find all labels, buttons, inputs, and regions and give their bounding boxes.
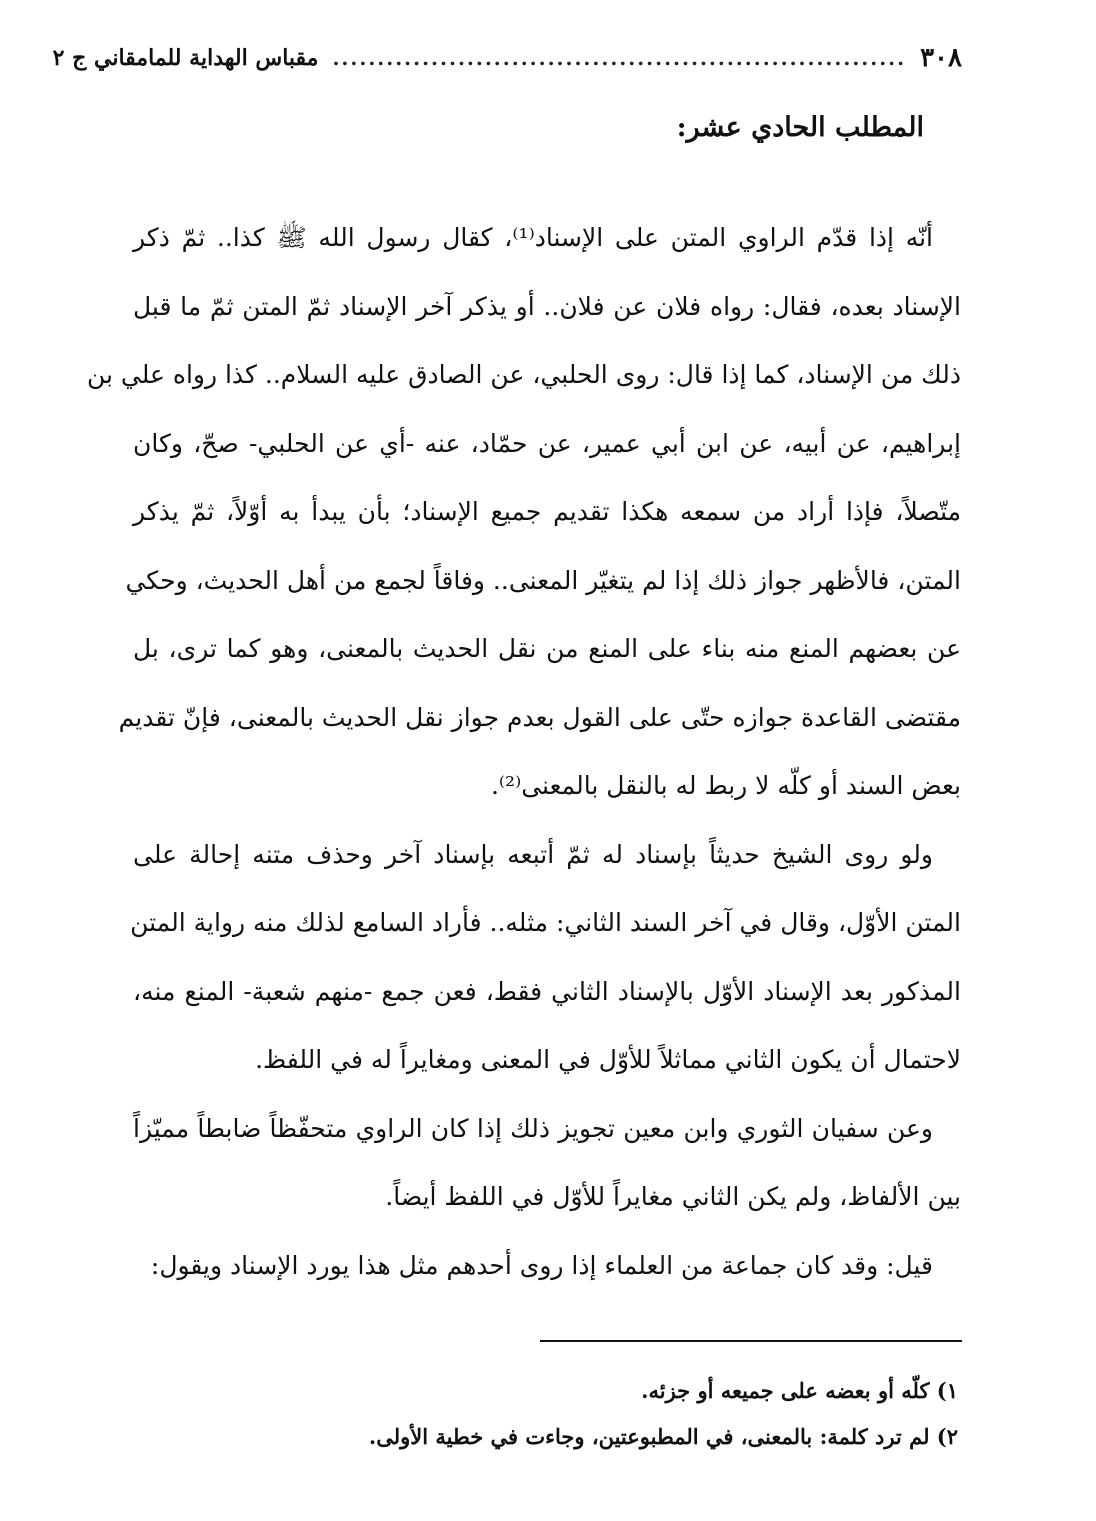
running-title: مقباس الهداية للمامقاني ج ٢ (52, 45, 319, 71)
text-line: الإسناد بعده، فقال: رواه فلان عن فلان.. أو يذكر آخر الإسناد ثمّ المتن ثمّ ما قبل (133, 291, 961, 321)
text-line: متّصلاً، فإذا أراد من سمعه هكذا تقديم جميع الإسناد؛ بأن يبدأ به أوّلاً، ثمّ يذكر (133, 497, 961, 526)
text-line: المتن، فالأظهر جواز ذلك إذا لم يتغيّر المعنى.. وفاقاً لجمع من أهل الحديث، وحكي (125, 565, 961, 595)
section-title: المطلب الحادي عشر: (676, 112, 924, 143)
header-leader-dots: ................................................................ (332, 46, 907, 70)
text-line: بين الألفاظ، ولم يكن الثاني مغايراً للأوّل في اللفظ أيضاً. (385, 1182, 961, 1211)
text-line: أنّه إذا قدّم الراوي المتن على الإسناد⁽¹⁾، كقال رسول الله ﷺ كذا.. ثمّ ذكر (133, 223, 934, 252)
footnote-separator (540, 1340, 962, 1342)
footnote-1: ١) كلّه أو بعضه على جميعه أو جزئه. (641, 1378, 958, 1403)
text-line: ولو روى الشيخ حديثاً بإسناد له ثمّ أتبعه بإسناد آخر وحذف متنه إحالة على (133, 839, 933, 869)
text-line: المتن الأوّل، وقال في آخر السند الثاني: مثله.. فأراد السامع لذلك منه رواية المتن (130, 908, 961, 937)
text-line: المذكور بعد الإسناد الأوّل بالإسناد الثاني فقط، فعن جمع -منهم شعبة- المنع منه، (133, 976, 961, 1006)
main-text (86, 204, 961, 1300)
footnotes (369, 1368, 958, 1460)
footnote-2: ٢) لم ترد كلمة: بالمعنى، في المطبوعتين، وجاءت في خطية الأولى. (368, 1424, 958, 1449)
text-line: بعض السند أو كلّه لا ربط له بالنقل بالمعنى⁽²⁾. (490, 771, 961, 800)
page-number: ٣٠٨ (920, 43, 962, 73)
text-line: لاحتمال أن يكون الثاني مماثلاً للأوّل في المعنى ومغايراً له في اللفظ. (255, 1045, 961, 1074)
text-line: ذلك من الإسناد، كما إذا قال: روى الحلبي، عن الصادق عليه السلام.. كذا رواه علي بن (86, 360, 961, 389)
page-header (52, 38, 962, 78)
text-line: قيل: وقد كان جماعة من العلماء إذا روى أحدهم مثل هذا يورد الإسناد ويقول: (150, 1250, 933, 1280)
text-line: وعن سفيان الثوري وابن معين تجويز ذلك إذا كان الراوي متحفّظاً ضابطاً مميّزاً (133, 1113, 933, 1143)
text-line: إبراهيم، عن أبيه، عن ابن أبي عمير، عن حمّاد، عنه -أي عن الحلبي- صحّ، وكان (133, 428, 961, 458)
text-line: مقتضى القاعدة جوازه حتّى على القول بعدم جواز نقل الحديث بالمعنى، فإنّ تقديم (118, 702, 961, 732)
text-line: عن بعضهم المنع منه بناء على المنع من نقل الحديث بالمعنى، وهو كما ترى، بل (133, 634, 961, 663)
